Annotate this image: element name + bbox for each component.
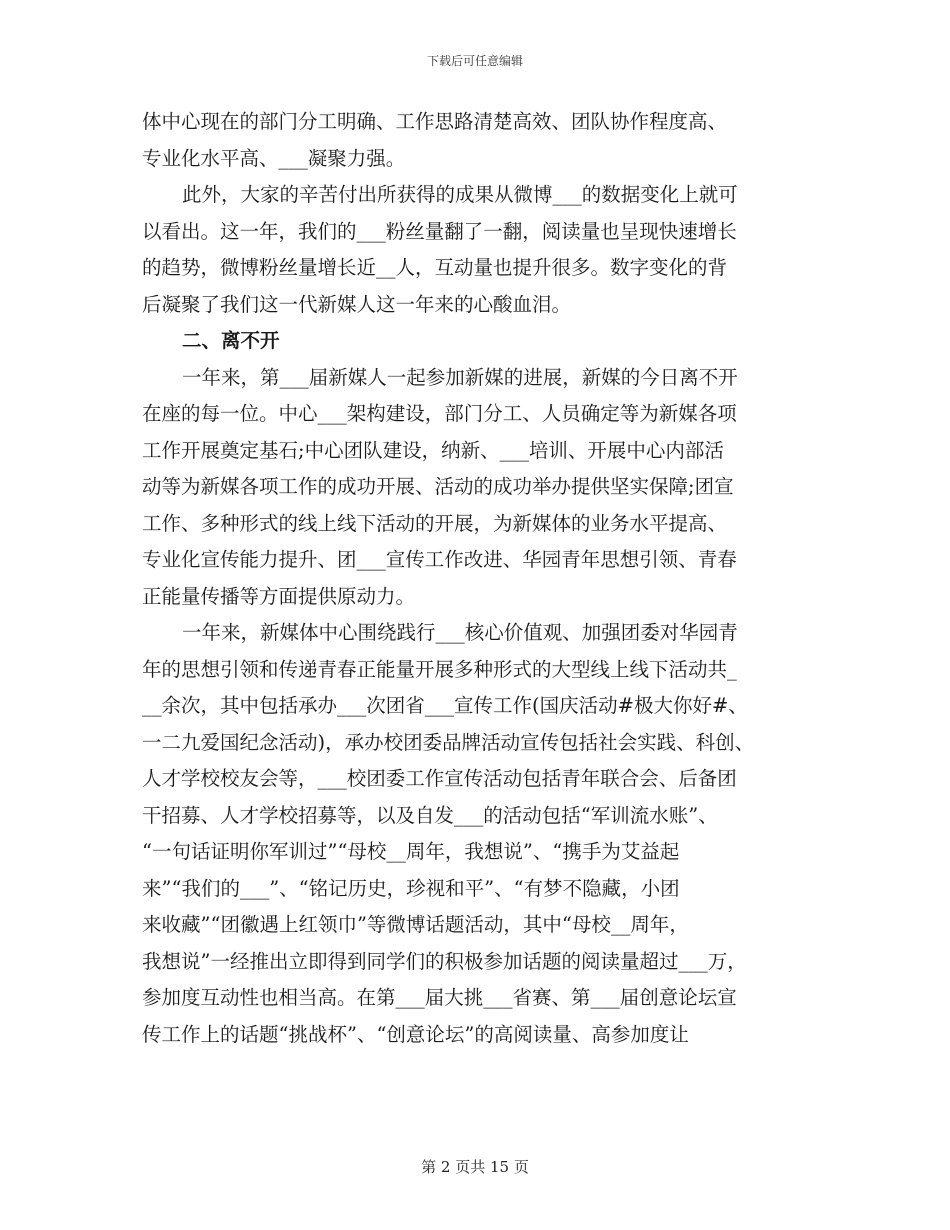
section-heading: 二、离不开 [182, 329, 280, 352]
text-line: 体中心现在的部门分工明确、工作思路清楚高效、团队协作程度高、 [142, 110, 728, 133]
text-line: 传工作上的话题“挑战杯”、“创意论坛”的高阅读量、高参加度让 [142, 1022, 689, 1046]
page-footer: 第 2 页共 15 页 [421, 1158, 529, 1176]
text-line: 来”“我们的___”、“铭记历史，珍视和平”、“有梦不隐藏，小团 [142, 876, 680, 900]
text-line: 的趋势，微博粉丝量增长近__人，互动量也提升很多。数字变化的背 [142, 256, 728, 279]
text-line: 工作开展奠定基石;中心团队建设，纳新、___培训、开展中心内部活 [142, 438, 724, 462]
text-line: 专业化宣传能力提升、团___宣传工作改进、华园青年思想引领、青春 [142, 548, 737, 571]
text-line: 一年来，第___届新媒人一起参加新媒的进展，新媒的今日离不开 [182, 365, 738, 389]
text-line: 我想说”一经推出立即得到同学们的积极参加话题的阅读量超过___万， [142, 949, 747, 973]
text-line: 一年来，新媒体中心围绕践行___核心价值观、加强团委对华园青 [182, 621, 738, 644]
text-line: 专业化水平高、___凝聚力强。 [142, 146, 406, 170]
page-header: 下载后可任意编辑 [426, 54, 523, 68]
text-line: 人才学校校友会等，___校团委工作宣传活动包括青年联合会、后备团 [142, 767, 737, 790]
text-line: 干招募、人才学校招募等，以及自发___的活动包括“军训流水账”、 [142, 803, 718, 827]
text-line: 此外，大家的辛苦付出所获得的成果从微博___的数据变化上就可 [182, 183, 738, 206]
text-line: 年的思想引领和传递青春正能量开展多种形式的大型线上线下活动共_ [142, 657, 737, 681]
text-line: 一二九爱国纪念活动)，承办校团委品牌活动宣传包括社会实践、科创、 [142, 730, 755, 754]
text-line: “一句话证明你军训过”“母校__周年，我想说”、“携手为艾益起 [142, 840, 680, 863]
text-line: 正能量传播等方面提供原动力。 [142, 584, 416, 608]
document-body [142, 104, 814, 1053]
text-line: 在座的每一位。中心___架构建设，部门分工、人员确定等为新媒各项 [142, 402, 737, 425]
text-line: 参加度互动性也相当高。在第___届大挑___省赛、第___届创意论坛宣 [142, 986, 737, 1009]
text-line: __余次，其中包括承办___次团省___宣传工作(国庆活动#极大你好#、 [142, 694, 748, 717]
text-line: 以看出。这一年，我们的___粉丝量翻了一翻，阅读量也呈现快速增长 [142, 219, 737, 243]
text-line: 工作、多种形式的线上线下活动的开展，为新媒体的业务水平提高、 [142, 511, 728, 535]
text-line: 来收藏”“团徽遇上红领巾”等微博话题活动，其中“母校__周年， [142, 913, 689, 936]
text-line: 动等为新媒各项工作的成功开展、活动的成功举办提供坚实保障;团宣 [142, 475, 734, 498]
text-line: 后凝聚了我们这一代新媒人这一年来的心酸血泪。 [142, 292, 572, 316]
